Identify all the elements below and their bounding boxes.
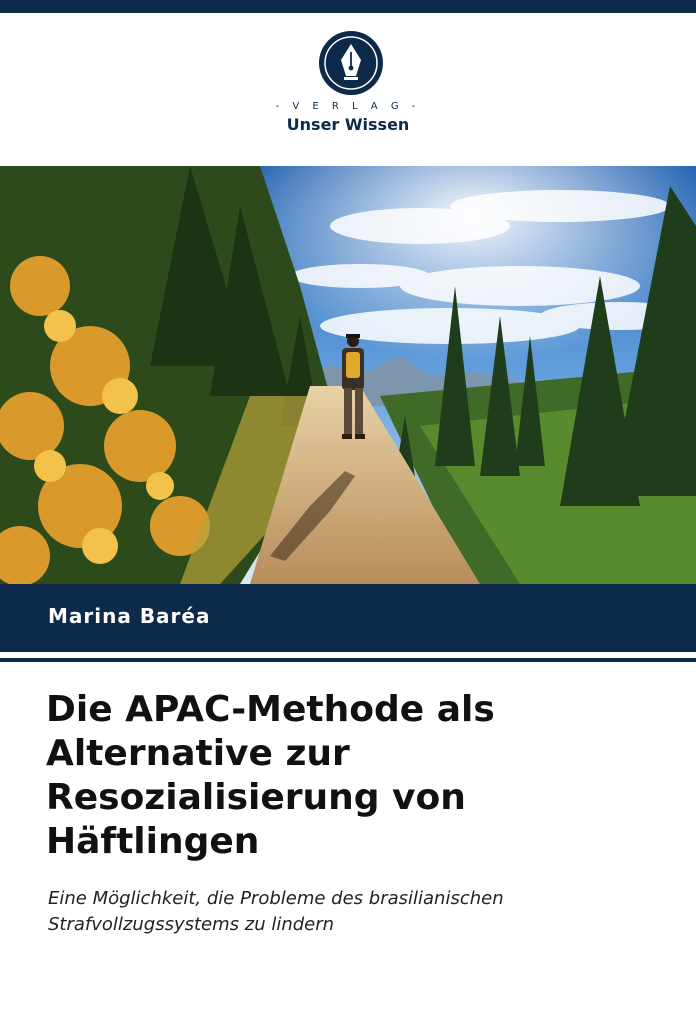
top-color-bar xyxy=(0,0,696,13)
divider-rule xyxy=(0,658,696,662)
fountain-pen-nib-icon xyxy=(318,30,384,96)
subtitle-line: Strafvollzugssystems zu lindern xyxy=(48,914,335,935)
cover-photo xyxy=(0,166,696,584)
publisher-name: Unser Wissen xyxy=(286,115,410,134)
hiker-on-mountain-trail-photo xyxy=(0,166,696,584)
publisher-verlag-label: - V E R L A G - xyxy=(275,101,421,112)
title-line: Häftlingen xyxy=(46,821,260,862)
publisher-logo xyxy=(0,28,696,138)
author-name: Marina Baréa xyxy=(48,604,211,628)
title-line: Die APAC-Methode als xyxy=(46,689,495,730)
book-title xyxy=(46,688,666,864)
title-line: Resozialisierung von xyxy=(46,777,466,818)
title-line: Alternative zur xyxy=(46,733,350,774)
subtitle-line: Eine Möglichkeit, die Probleme des brasilianischen xyxy=(48,888,504,909)
book-subtitle xyxy=(48,886,668,938)
